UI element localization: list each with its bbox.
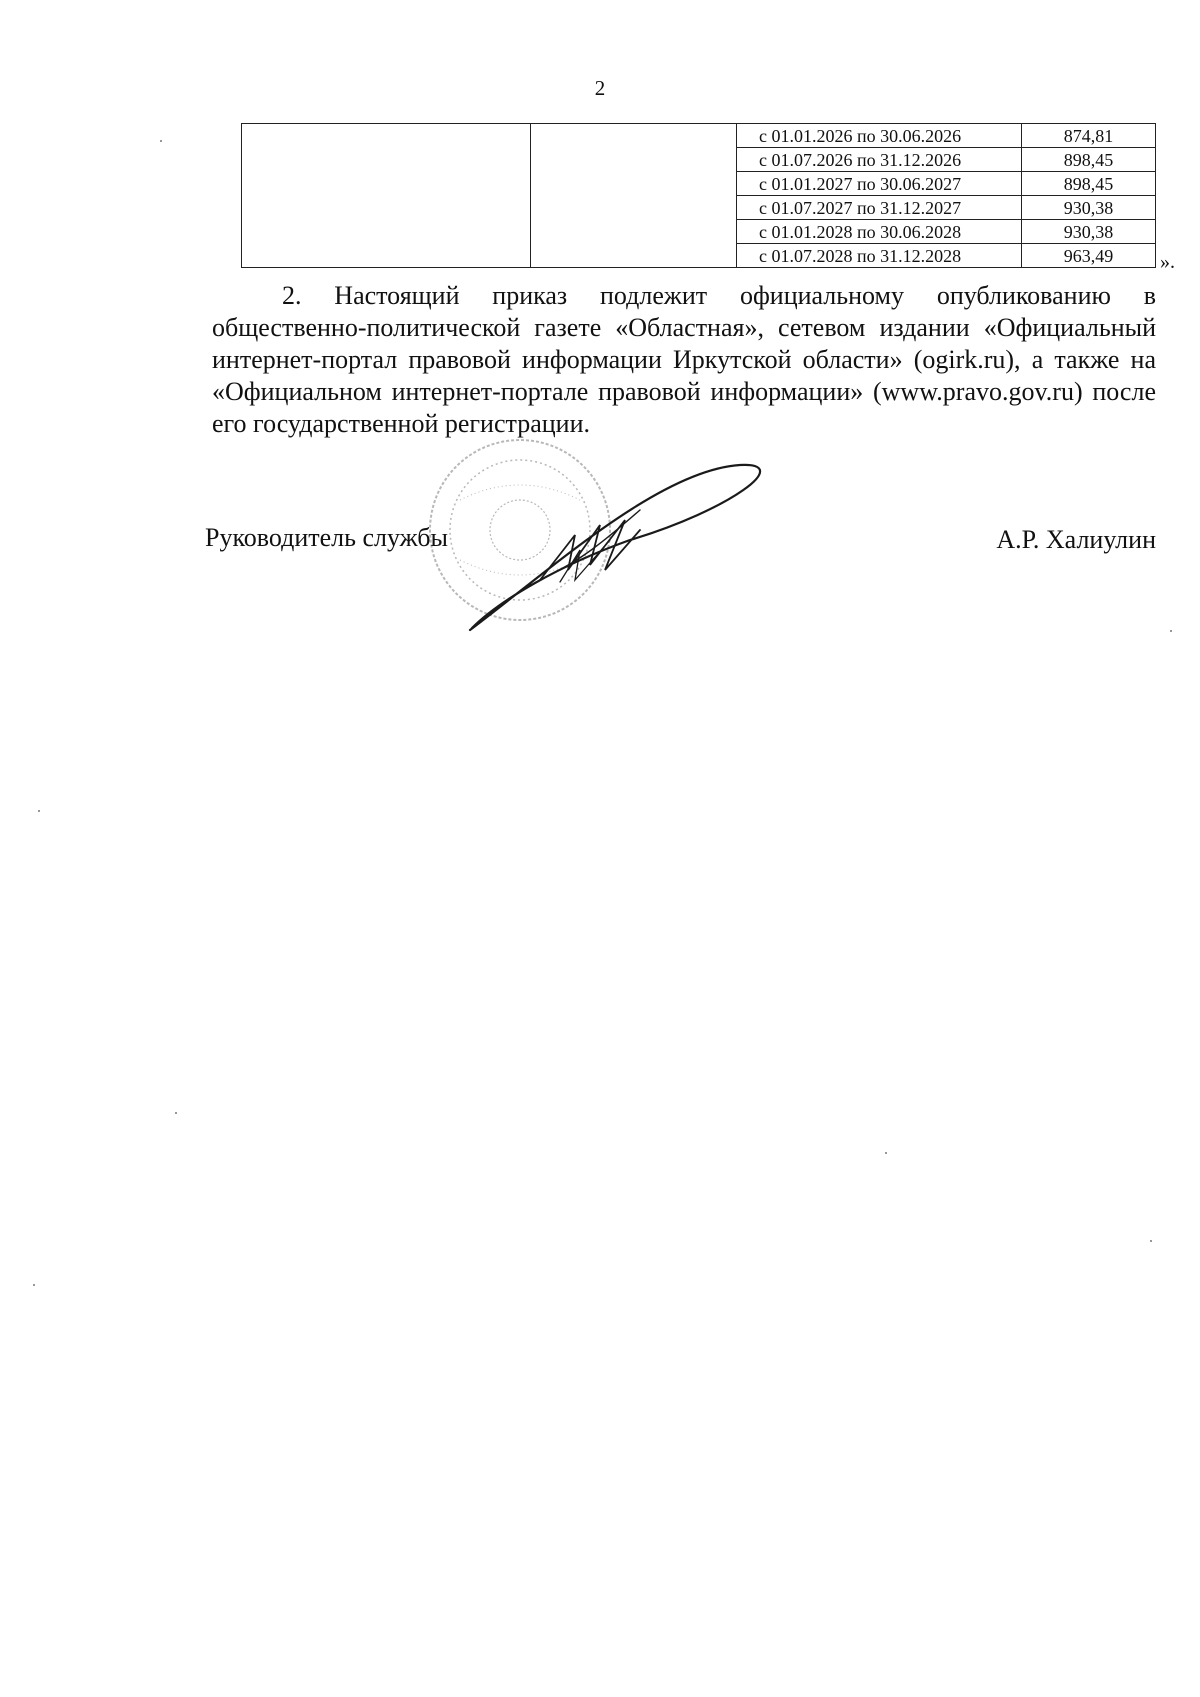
stamp-and-signature-image xyxy=(400,430,800,660)
period-cell: с 01.07.2027 по 31.12.2027 xyxy=(737,196,1022,220)
period-cell: с 01.01.2027 по 30.06.2027 xyxy=(737,172,1022,196)
value-cell: 930,38 xyxy=(1022,196,1156,220)
scan-speck xyxy=(33,1284,35,1286)
signature-title: Руководитель службы xyxy=(205,523,448,552)
scan-speck xyxy=(160,140,162,142)
publication-paragraph: 2. Настоящий приказ подлежит официальному опубликованию в общественно-политической газете «Областная», сетевом издании «Официальный интернет-портал правовой информации Иркутской области» (ogirk.ru), а также на «Официальном интернет-портале правовой информации» (www.pravo.gov.ru) после его государственной регистрации. xyxy=(212,281,1156,438)
tariff-table xyxy=(241,123,1156,268)
value-cell: 963,49 xyxy=(1022,244,1156,268)
period-cell: с 01.01.2028 по 30.06.2028 xyxy=(737,220,1022,244)
scan-speck xyxy=(175,1112,177,1114)
period-cell: с 01.07.2028 по 31.12.2028 xyxy=(737,244,1022,268)
period-cell: с 01.01.2026 по 30.06.2026 xyxy=(737,124,1022,148)
period-cell: с 01.07.2026 по 31.12.2026 xyxy=(737,148,1022,172)
scan-speck xyxy=(38,810,40,812)
value-cell: 930,38 xyxy=(1022,220,1156,244)
value-cell: 898,45 xyxy=(1022,148,1156,172)
page-number: 2 xyxy=(594,76,606,100)
closing-quote: ». xyxy=(1160,251,1175,273)
value-cell: 874,81 xyxy=(1022,124,1156,148)
scan-speck xyxy=(1170,630,1172,632)
handwritten-signature-image xyxy=(470,465,760,630)
value-cell: 898,45 xyxy=(1022,172,1156,196)
scan-speck xyxy=(885,1152,887,1154)
table-row xyxy=(242,124,1156,148)
scan-speck xyxy=(1150,1240,1152,1242)
signature-name: А.Р. Халиулин xyxy=(996,525,1156,554)
table-empty-cell-1 xyxy=(242,124,531,268)
table-empty-cell-2 xyxy=(531,124,737,268)
